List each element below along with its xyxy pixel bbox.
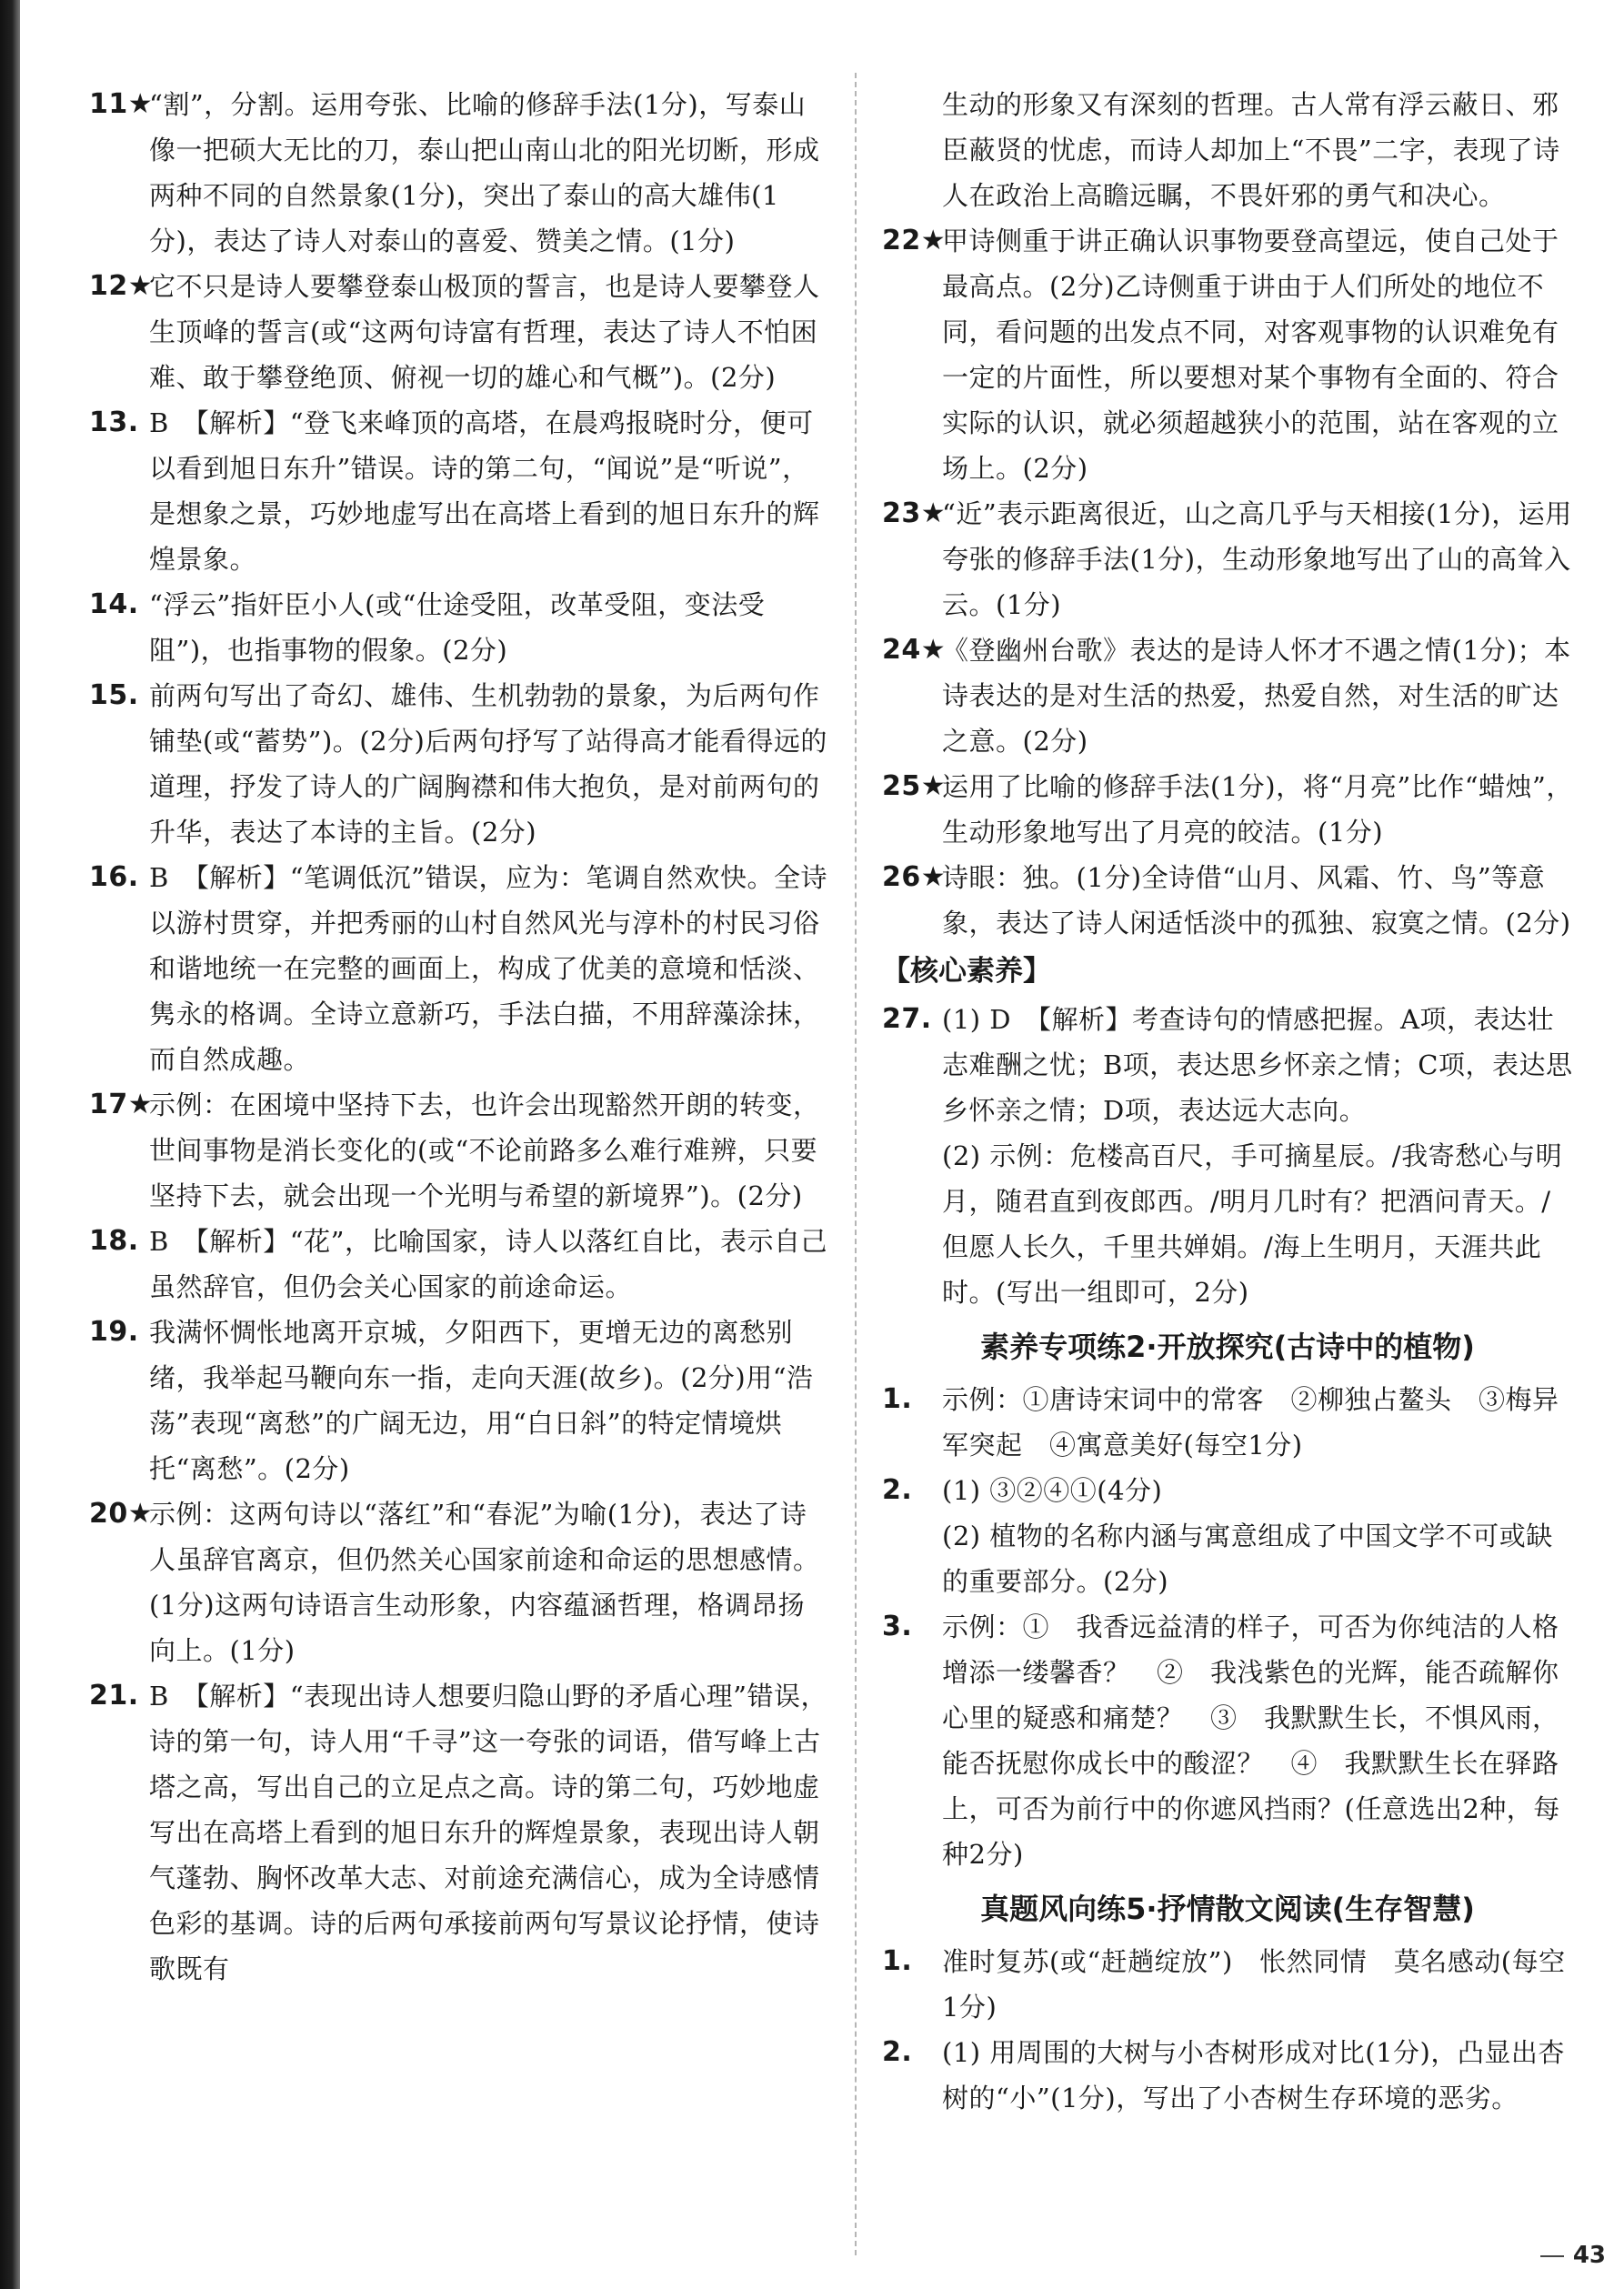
item-text: 它不只是诗人要攀登泰山极顶的誓言，也是诗人要攀登人生顶峰的誓言(或“这两句诗富有哲理，表达了诗人不怕困难、敢于攀登绝顶、俯视一切的雄心和气概”)。(2分)	[149, 271, 820, 393]
item-number: 24★	[882, 634, 947, 666]
answer-item	[882, 1939, 1573, 2030]
page-number: 43	[1540, 2242, 1606, 2269]
item-number: 13.	[89, 407, 139, 438]
item-number: 21.	[89, 1680, 139, 1712]
answer-item	[89, 1673, 831, 1992]
answer-item	[882, 491, 1573, 627]
item-text: 生动的形象又有深刻的哲理。古人常有浮云蔽日、邪臣蔽贤的忧虑，而诗人却加上“不畏”二字，表现了诗人在政治上高瞻远瞩，不畏奸邪的勇气和决心。	[942, 89, 1560, 211]
answer-item	[882, 627, 1573, 764]
answer-item	[89, 1219, 831, 1310]
item-number: 15.	[89, 679, 139, 711]
core-literacy-header: 【核心素养】	[882, 955, 1051, 988]
item-number: 22★	[882, 225, 947, 256]
answer-item	[89, 1491, 831, 1673]
item-text: 我满怀惆怅地离开京城，夕阳西下，更增无边的离愁别绪，我举起马鞭向东一指，走向天涯(故乡)。(2分)用“浩荡”表现“离愁”的广阔无边，用“白日斜”的特定情境烘托“离愁”。(2分)	[149, 1317, 814, 1484]
section-title-prose: 真题风向练5·抒情散文阅读(生存智慧)	[980, 1892, 1475, 1926]
item-text: 准时复苏(或“赶趟绽放”) 怅然同情 莫名感动(每空1分)	[942, 1946, 1566, 2023]
answer-item	[89, 400, 831, 582]
item-text: 甲诗侧重于讲正确认识事物要登高望远，使自己处于最高点。(2分)乙诗侧重于讲由于人们所处的地位不同，看问题的出发点不同，对客观事物的认识难免有一定的片面性，所以要想对某个事物有全面的、符合实际的认识，就必须超越狭小的范围，站在客观的立场上。(2分)	[942, 226, 1559, 484]
left-column	[89, 82, 831, 1992]
answer-item	[882, 997, 1573, 1315]
answer-item	[882, 2030, 1573, 2121]
item-number: 16.	[89, 861, 139, 893]
answer-item	[89, 1310, 831, 1491]
answer-item	[882, 218, 1573, 491]
item-number: 2.	[882, 2036, 913, 2068]
item-number: 26★	[882, 861, 947, 893]
item-number: 3.	[882, 1611, 913, 1642]
book-spine-edge	[0, 0, 20, 2289]
item-text: B 【解析】“登飞来峰顶的高塔，在晨鸡报晓时分，便可以看到旭日东升”错误。诗的第二句，“闻说”是“听说”，是想象之景，巧妙地虚写出在高塔上看到的旭日东升的辉煌景象。	[149, 407, 820, 575]
item-number: 11★	[89, 88, 154, 120]
item-text: 运用了比喻的修辞手法(1分)，将“月亮”比作“蜡烛”，生动形象地写出了月亮的皎洁。(1分)	[942, 771, 1573, 848]
item-text: 前两句写出了奇幻、雄伟、生机勃勃的景象，为后两句作铺垫(或“蓄势”)。(2分)后两句抒写了站得高才能看得远的道理，抒发了诗人的广阔胸襟和伟大抱负，是对前两句的升华，表达了本诗的主旨。(2分)	[149, 680, 827, 848]
answer-item	[882, 855, 1573, 946]
item-text: B 【解析】“笔调低沉”错误，应为：笔调自然欢快。全诗以游村贯穿，并把秀丽的山村自然风光与淳朴的村民习俗和谐地统一在完整的画面上，构成了优美的意境和恬淡、隽永的格调。全诗立意新巧，手法白描，不用辞藻涂抹，而自然成趣。	[149, 862, 827, 1075]
answer-item	[882, 1604, 1573, 1877]
answer-item	[89, 582, 831, 673]
item-text: “近”表示距离很近，山之高几乎与天相接(1分)，运用夸张的修辞手法(1分)，生动形象地写出了山的高耸入云。(1分)	[942, 498, 1572, 620]
answer-item-continuation	[882, 82, 1573, 218]
item-text: B 【解析】“表现出诗人想要归隐山野的矛盾心理”错误，诗的第一句，诗人用“千寻”这一夸张的词语，借写峰上古塔之高，写出自己的立足点之高。诗的第二句，巧妙地虚写出在高塔上看到的旭日东升的辉煌景象，表现出诗人朝气蓬勃、胸怀改革大志、对前途充满信心，成为全诗感情色彩的基调。诗的后两句承接前两句写景议论抒情，使诗歌既有	[149, 1681, 827, 1984]
answer-item	[89, 673, 831, 855]
item-text: 示例：这两句诗以“落红”和“春泥”为喻(1分)，表达了诗人虽辞官离京，但仍然关心国家前途和命运的思想感情。(1分)这两句诗语言生动形象，内容蕴涵哲理，格调昂扬向上。(1分)	[149, 1499, 820, 1666]
item-number: 25★	[882, 770, 947, 802]
answer-item	[882, 764, 1573, 855]
item-part-1: (1) D 【解析】考查诗句的情感把握。A项，表达壮志难酬之忧；B项，表达思乡怀亲之情；C项，表达思乡怀亲之情；D项，表达远大志向。	[942, 1004, 1573, 1126]
right-column	[882, 82, 1573, 2121]
item-text: B 【解析】“花”，比喻国家，诗人以落红自比，表示自己虽然辞官，但仍会关心国家的前途命运。	[149, 1226, 827, 1302]
item-number: 1.	[882, 1945, 913, 1977]
item-number: 14.	[89, 588, 139, 620]
item-text: 示例：①唐诗宋词中的常客 ②柳独占鳌头 ③梅异军突起 ④寓意美好(每空1分)	[942, 1384, 1559, 1461]
item-number: 12★	[89, 270, 154, 302]
item-text: (1) ③②④①(4分)	[942, 1475, 1163, 1506]
item-number: 20★	[89, 1498, 154, 1530]
answer-item	[882, 1377, 1573, 1468]
item-text: (1) 用周围的大树与小杏树形成对比(1分)，凸显出杏树的“小”(1分)，写出了小杏树生存环境的恶劣。	[942, 2037, 1565, 2113]
item-number: 27.	[882, 1003, 932, 1035]
item-number: 19.	[89, 1316, 139, 1348]
answer-item	[89, 264, 831, 400]
item-number: 23★	[882, 497, 947, 529]
item-text: 《登幽州台歌》表达的是诗人怀才不遇之情(1分)；本诗表达的是对生活的热爱，热爱自然，对生活的旷达之意。(2分)	[942, 635, 1571, 757]
item-text: 示例：在困境中坚持下去，也许会出现豁然开朗的转变，世间事物是消长变化的(或“不论前路多么难行难辨，只要坚持下去，就会出现一个光明与希望的新境界”)。(2分)	[149, 1089, 820, 1211]
item-number: 17★	[89, 1089, 154, 1120]
answer-item	[882, 1468, 1573, 1604]
item-part-2: (2) 植物的名称内涵与寓意组成了中国文学不可或缺的重要部分。(2分)	[942, 1521, 1553, 1597]
column-divider	[855, 73, 857, 2255]
item-number: 18.	[89, 1225, 139, 1257]
item-text: 诗眼：独。(1分)全诗借“山月、风霜、竹、鸟”等意象，表达了诗人闲适恬淡中的孤独、寂寞之情。(2分)	[942, 862, 1571, 939]
section-title-plants: 素养专项练2·开放探究(古诗中的植物)	[980, 1330, 1475, 1364]
item-number: 1.	[882, 1383, 913, 1415]
item-part-2: (2) 示例：危楼高百尺，手可摘星辰。/我寄愁心与明月，随君直到夜郎西。/明月几时有？把酒问青天。/但愿人长久，千里共婵娟。/海上生明月，天涯共此时。(写出一组即可，2分)	[942, 1140, 1563, 1308]
item-number: 2.	[882, 1474, 913, 1506]
answer-item	[89, 82, 831, 264]
item-text: “割”，分割。运用夸张、比喻的修辞手法(1分)，写泰山像一把硕大无比的刀，泰山把山南山北的阳光切断，形成两种不同的自然景象(1分)，突出了泰山的高大雄伟(1分)，表达了诗人对泰山的喜爱、赞美之情。(1分)	[149, 89, 820, 256]
answer-item	[89, 1082, 831, 1219]
item-text: 示例：① 我香远益清的样子，可否为你纯洁的人格增添一缕馨香？ ② 我浅紫色的光辉，能否疏解你心里的疑惑和痛楚？ ③ 我默默生长，不惧风雨，能否抚慰你成长中的酸涩？ ④ 我默默生长在驿路上，可否为前行中的你遮风挡雨？(任意选出2种，每种2分)	[942, 1611, 1560, 1870]
answer-item	[89, 855, 831, 1082]
item-text: “浮云”指奸臣小人(或“仕途受阻，改革受阻，变法受阻”)，也指事物的假象。(2分)	[149, 589, 766, 666]
